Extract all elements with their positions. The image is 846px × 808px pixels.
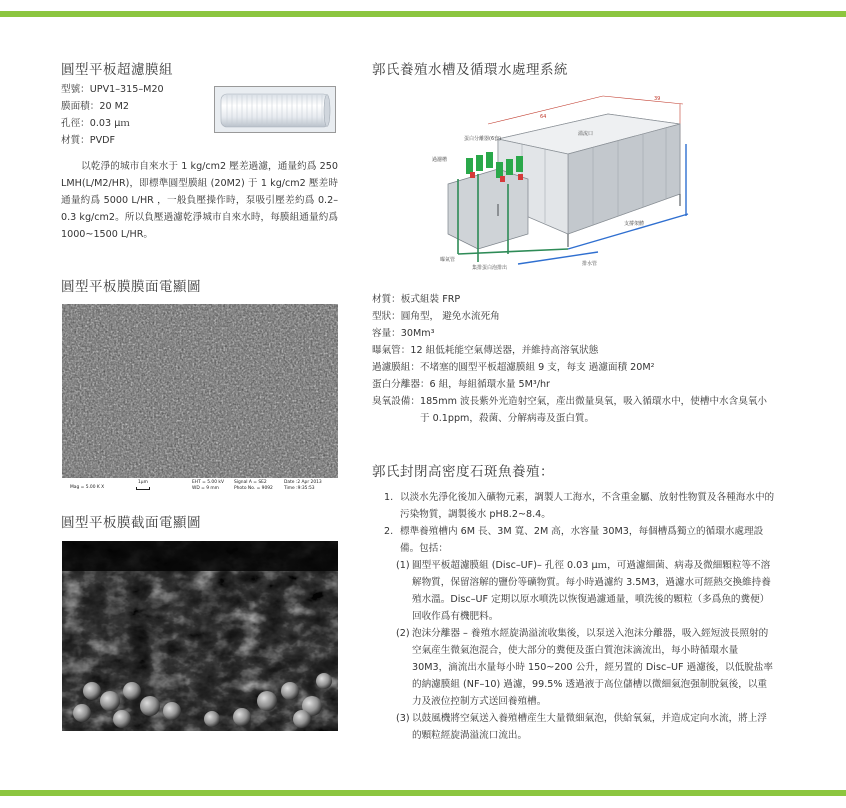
filter-tank-label: 過濾槽	[432, 157, 448, 163]
spec-area: 膜面積：20 M2	[61, 101, 130, 112]
spec-ozone-label: 臭氧設備：	[372, 396, 420, 407]
membrane-module-photo	[214, 86, 336, 133]
sem-time: Time :9:35:53	[284, 486, 315, 491]
sem-eht: EHT = 5.00 kV	[192, 480, 224, 485]
sem-wd: WD = 9 mm	[192, 486, 219, 491]
overflow-label: 溢流口	[578, 131, 594, 137]
surface-sem-image	[62, 304, 338, 495]
list-item-text: 以淡水先淨化後加入礦物元素，調製人工海水，不含重金屬、放射性物質及各種海水中的污染物質，調製後水 pH8.2~8.4。	[400, 492, 775, 520]
aquaculture-tank-diagram	[418, 84, 708, 274]
top-accent-bar	[0, 11, 846, 17]
section-title-disc-uf: 圓型平板超濾膜組	[61, 62, 173, 78]
cross-section-sem-image	[62, 541, 338, 731]
inlet-label: 曝氣管	[440, 257, 456, 263]
section-title-tank-system: 郭氏養殖水槽及循環水處理系統	[372, 62, 568, 78]
section-title-grouper-farming: 郭氏封閉高密度石斑魚養殖：	[372, 464, 554, 480]
disc-uf-description: 以乾淨的城市自來水于 1 kg/cm2 壓差過濾，通量約爲 250 LMH(L/M2/HR)，即標準圓型膜組 (20M2) 于 1 kg/cm2 壓差時通量約爲 5000 L/HR ，一般負壓操作時，泵吸引壓差約爲 0.2–0.3 kg/cm2。所以負壓過濾乾淨城市自來水時，每膜組通量約爲 1000~1500 L/HR。	[61, 161, 338, 240]
drain-pipe-label: 排水管	[582, 261, 598, 267]
spec-tank-shape: 型狀：圓角型， 避免水流死角	[372, 311, 500, 322]
sub-list-item	[384, 625, 776, 710]
spec-ozone	[372, 393, 776, 427]
sem-scale-bar	[136, 487, 150, 490]
list-item-number: 1.	[384, 492, 394, 503]
spec-protein-skimmer: 蛋白分離器：6 組，每組循環水量 5M³/hr	[372, 379, 550, 390]
bottom-accent-bar	[0, 790, 846, 796]
sub-list-item-text: 圓型平板超濾膜組 (Disc–UF)– 孔徑 0.03 μｍ，可過濾細菌、病毒及微細顆粒等不溶解物質，保留溶解的鹽份等礦物質。每小時過濾約 3.5M3，過濾水可經熱交換維持養殖水溫。Disc–UF 定期以原水噴洗以恢復過濾通量，噴洗後的顆粒（多爲魚的糞便）回收作爲有機肥料。	[412, 560, 771, 622]
sub-list-item	[384, 557, 776, 625]
sem-info-bar	[62, 478, 338, 495]
sub-list-item-number: (1)	[396, 560, 410, 571]
sub-list-item-number: (2)	[396, 628, 410, 639]
spec-tank-material: 材質：板式組裝 FRP	[372, 294, 461, 305]
list-item	[384, 523, 776, 557]
spec-aeration: 曝氣管：12 組低耗能空氣傳送器，并維持高溶氧狀態	[372, 345, 599, 356]
sem-scale: 1μm	[138, 480, 148, 485]
dim-width-label: 39	[654, 96, 661, 102]
dim-length-label: 64	[540, 114, 547, 120]
section-title-surface-sem: 圓型平板膜膜面電顯圖	[61, 279, 201, 295]
sub-list-item-text: 以鼓風機將空氣送入養殖槽産生大量微細氣泡，供給氧氣，并造成定向水流，將上浮的顆粒經旋渦溢流口流出。	[412, 713, 767, 741]
spec-filter-module: 過濾膜組：不堵塞的圓型平板超濾膜組 9 支，每支 過濾面積 20M²	[372, 362, 655, 373]
list-item-text: 標準養殖槽内 6M 長、3M 寬、2M 高，水容量 30M3，每個槽爲獨立的循環水處理設備。包括：	[400, 526, 764, 554]
list-item-number: 2.	[384, 526, 394, 537]
spec-pore: 孔徑：0.03 μｍ	[61, 118, 130, 129]
spec-ozone-text: 185mm 波長紫外光造射空氣，產出微量臭氧，吸入循環水中，使槽中水含臭氧小于 0.1ppm，殺菌、分解病毒及蛋白質。	[419, 396, 768, 424]
protein-skimmer-label: 蛋白分離器(6套)	[464, 136, 502, 142]
spec-material: 材質：PVDF	[61, 135, 116, 146]
sub-list-item-text: 泡沫分離器 – 養殖水經旋渦溢流收集後，以泵送入泡沫分離器，吸入經短波長照射的空氣産生微氣泡混合，使大部分的糞便及蛋白質泡沫滴流出，每小時循環水量 30M3，滴流出水量每小時 150~200 公升，經另置的 Disc–UF 過濾後，以低脫盐率的納濾膜組 (NF–10) 過濾，99.5% 透過液于高位儲槽以微細氣泡强制脫氣後，以重力及液位控制方式送回養殖槽。	[412, 628, 773, 707]
list-item	[384, 489, 776, 523]
sem-date: Date :2 Apr 2013	[284, 480, 322, 485]
farming-list	[384, 489, 776, 744]
spec-model: 型號：UPV1–315–M20	[61, 84, 164, 95]
tank-specs	[372, 291, 654, 393]
sub-list-item-number: (3)	[396, 713, 410, 724]
sem-photo-no: Photo No. = 9092	[234, 486, 273, 491]
disc-uf-specs	[61, 81, 164, 149]
sub-list-item	[384, 710, 776, 744]
spec-tank-capacity: 容量：30Mm³	[372, 328, 435, 339]
sem-mag: Mag = 5.00 K X	[70, 485, 105, 490]
section-title-cross-section-sem: 圓型平板膜截面電顯圖	[61, 515, 201, 531]
skimmer-outlet-label: 集排蛋白泡排出	[472, 265, 508, 271]
sem-signal: Signal A = SE2	[234, 480, 267, 485]
support-frame-label: 支撐架體	[624, 221, 645, 227]
